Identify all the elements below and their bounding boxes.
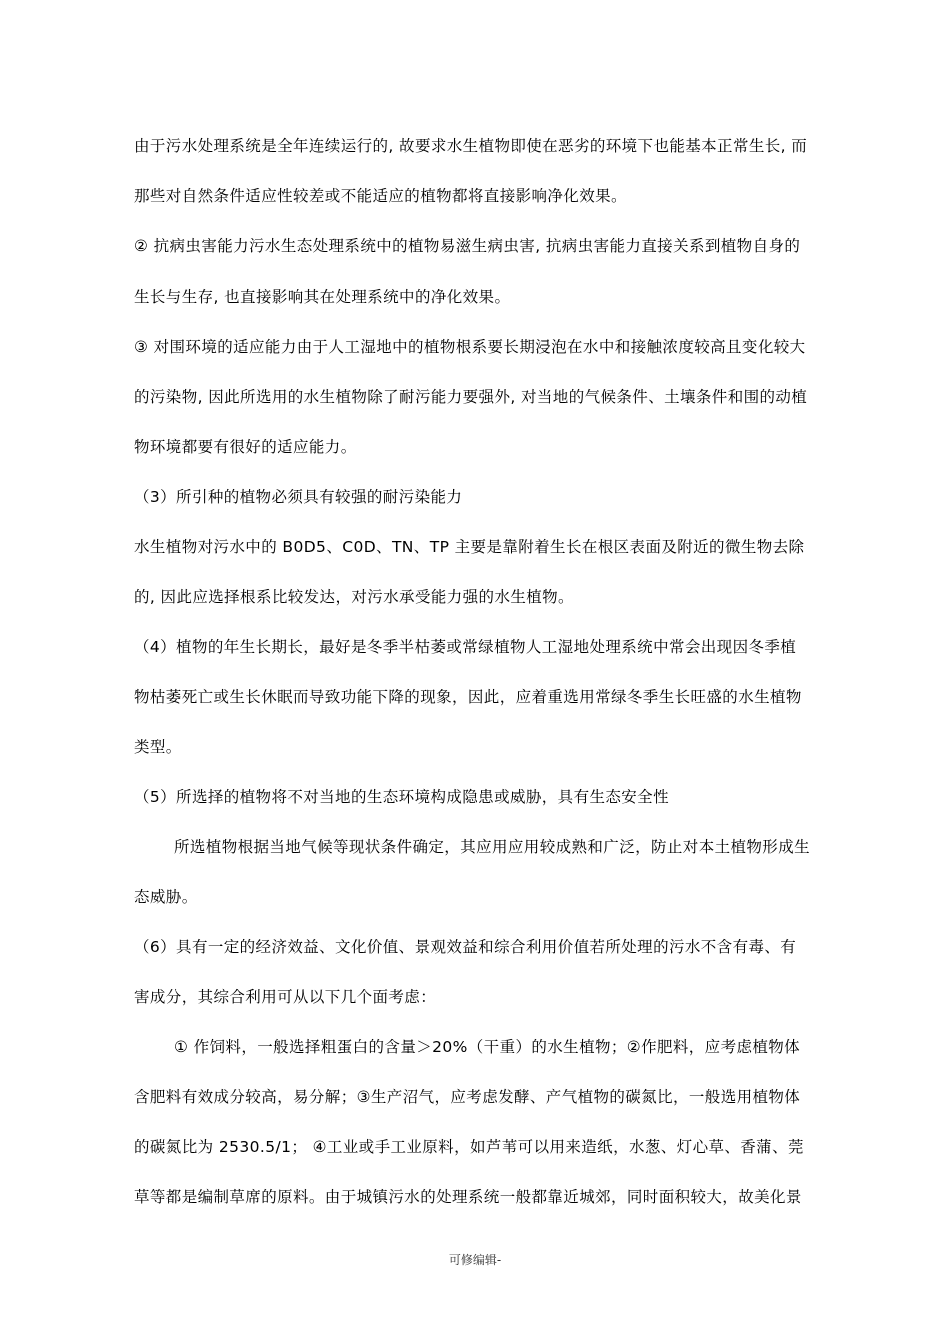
text-line: ③ 对围环境的适应能力由于人工湿地中的植物根系要长期浸泡在水中和接触浓度较高且变化较大	[134, 338, 806, 356]
section-heading: （6）具有一定的经济效益、文化价值、景观效益和综合利用价值若所处理的污水不含有毒、有	[134, 938, 797, 956]
text-line: 态威胁。	[134, 888, 198, 906]
text-line: 的碳氮比为 2530.5/1； ④工业或手工业原料，如芦苇可以用来造纸，水葱、灯心草、香蒲、莞	[134, 1138, 804, 1156]
text-line: 的污染物, 因此所选用的水生植物除了耐污能力要强外, 对当地的气候条件、土壤条件和围的动植	[134, 388, 808, 406]
text-line: 含肥料有效成分较高，易分解；③生产沼气，应考虑发酵、产气植物的碳氮比，一般选用植物体	[134, 1088, 801, 1106]
section-heading: （5）所选择的植物将不对当地的生态环境构成隐患或威胁，具有生态安全性	[134, 788, 669, 806]
section-heading: （3）所引种的植物必须具有较强的耐污染能力	[134, 488, 463, 506]
text-line: 生长与生存, 也直接影响其在处理系统中的净化效果。	[134, 288, 511, 306]
text-line: 害成分，其综合利用可从以下几个面考虑：	[134, 988, 437, 1006]
text-line: 水生植物对污水中的 B0D5、C0D、TN、TP 主要是靠附着生长在根区表面及附近的微生物去除	[134, 538, 805, 556]
text-line: 物环境都要有很好的适应能力。	[134, 438, 357, 456]
text-line: 类型。	[134, 738, 182, 756]
text-line: ① 作饲料，一般选择粗蛋白的含量＞20%（干重）的水生植物；②作肥料，应考虑植物体	[174, 1038, 801, 1056]
text-line: 由于污水处理系统是全年连续运行的, 故要求水生植物即使在恶劣的环境下也能基本正常生长, 而	[134, 137, 808, 155]
text-line: 物枯萎死亡或生长休眠而导致功能下降的现象，因此，应着重选用常绿冬季生长旺盛的水生植物	[134, 688, 802, 706]
text-line: ② 抗病虫害能力污水生态处理系统中的植物易滋生病虫害, 抗病虫害能力直接关系到植物自身的	[134, 237, 801, 255]
text-line: 草等都是编制草席的原料。由于城镇污水的处理系统一般都靠近城郊，同时面积较大，故美化景	[134, 1188, 802, 1206]
section-heading: （4）植物的年生长期长，最好是冬季半枯萎或常绿植物人工湿地处理系统中常会出现因冬季植	[134, 638, 797, 656]
page-footer: 可修编辑-	[448, 1253, 502, 1267]
text-line: 的, 因此应选择根系比较发达，对污水承受能力强的水生植物。	[134, 588, 574, 606]
text-line: 所选植物根据当地气候等现状条件确定，其应用应用较成熟和广泛，防止对本土植物形成生	[174, 838, 811, 856]
text-line: 那些对自然条件适应性较差或不能适应的植物都将直接影响净化效果。	[134, 187, 627, 205]
